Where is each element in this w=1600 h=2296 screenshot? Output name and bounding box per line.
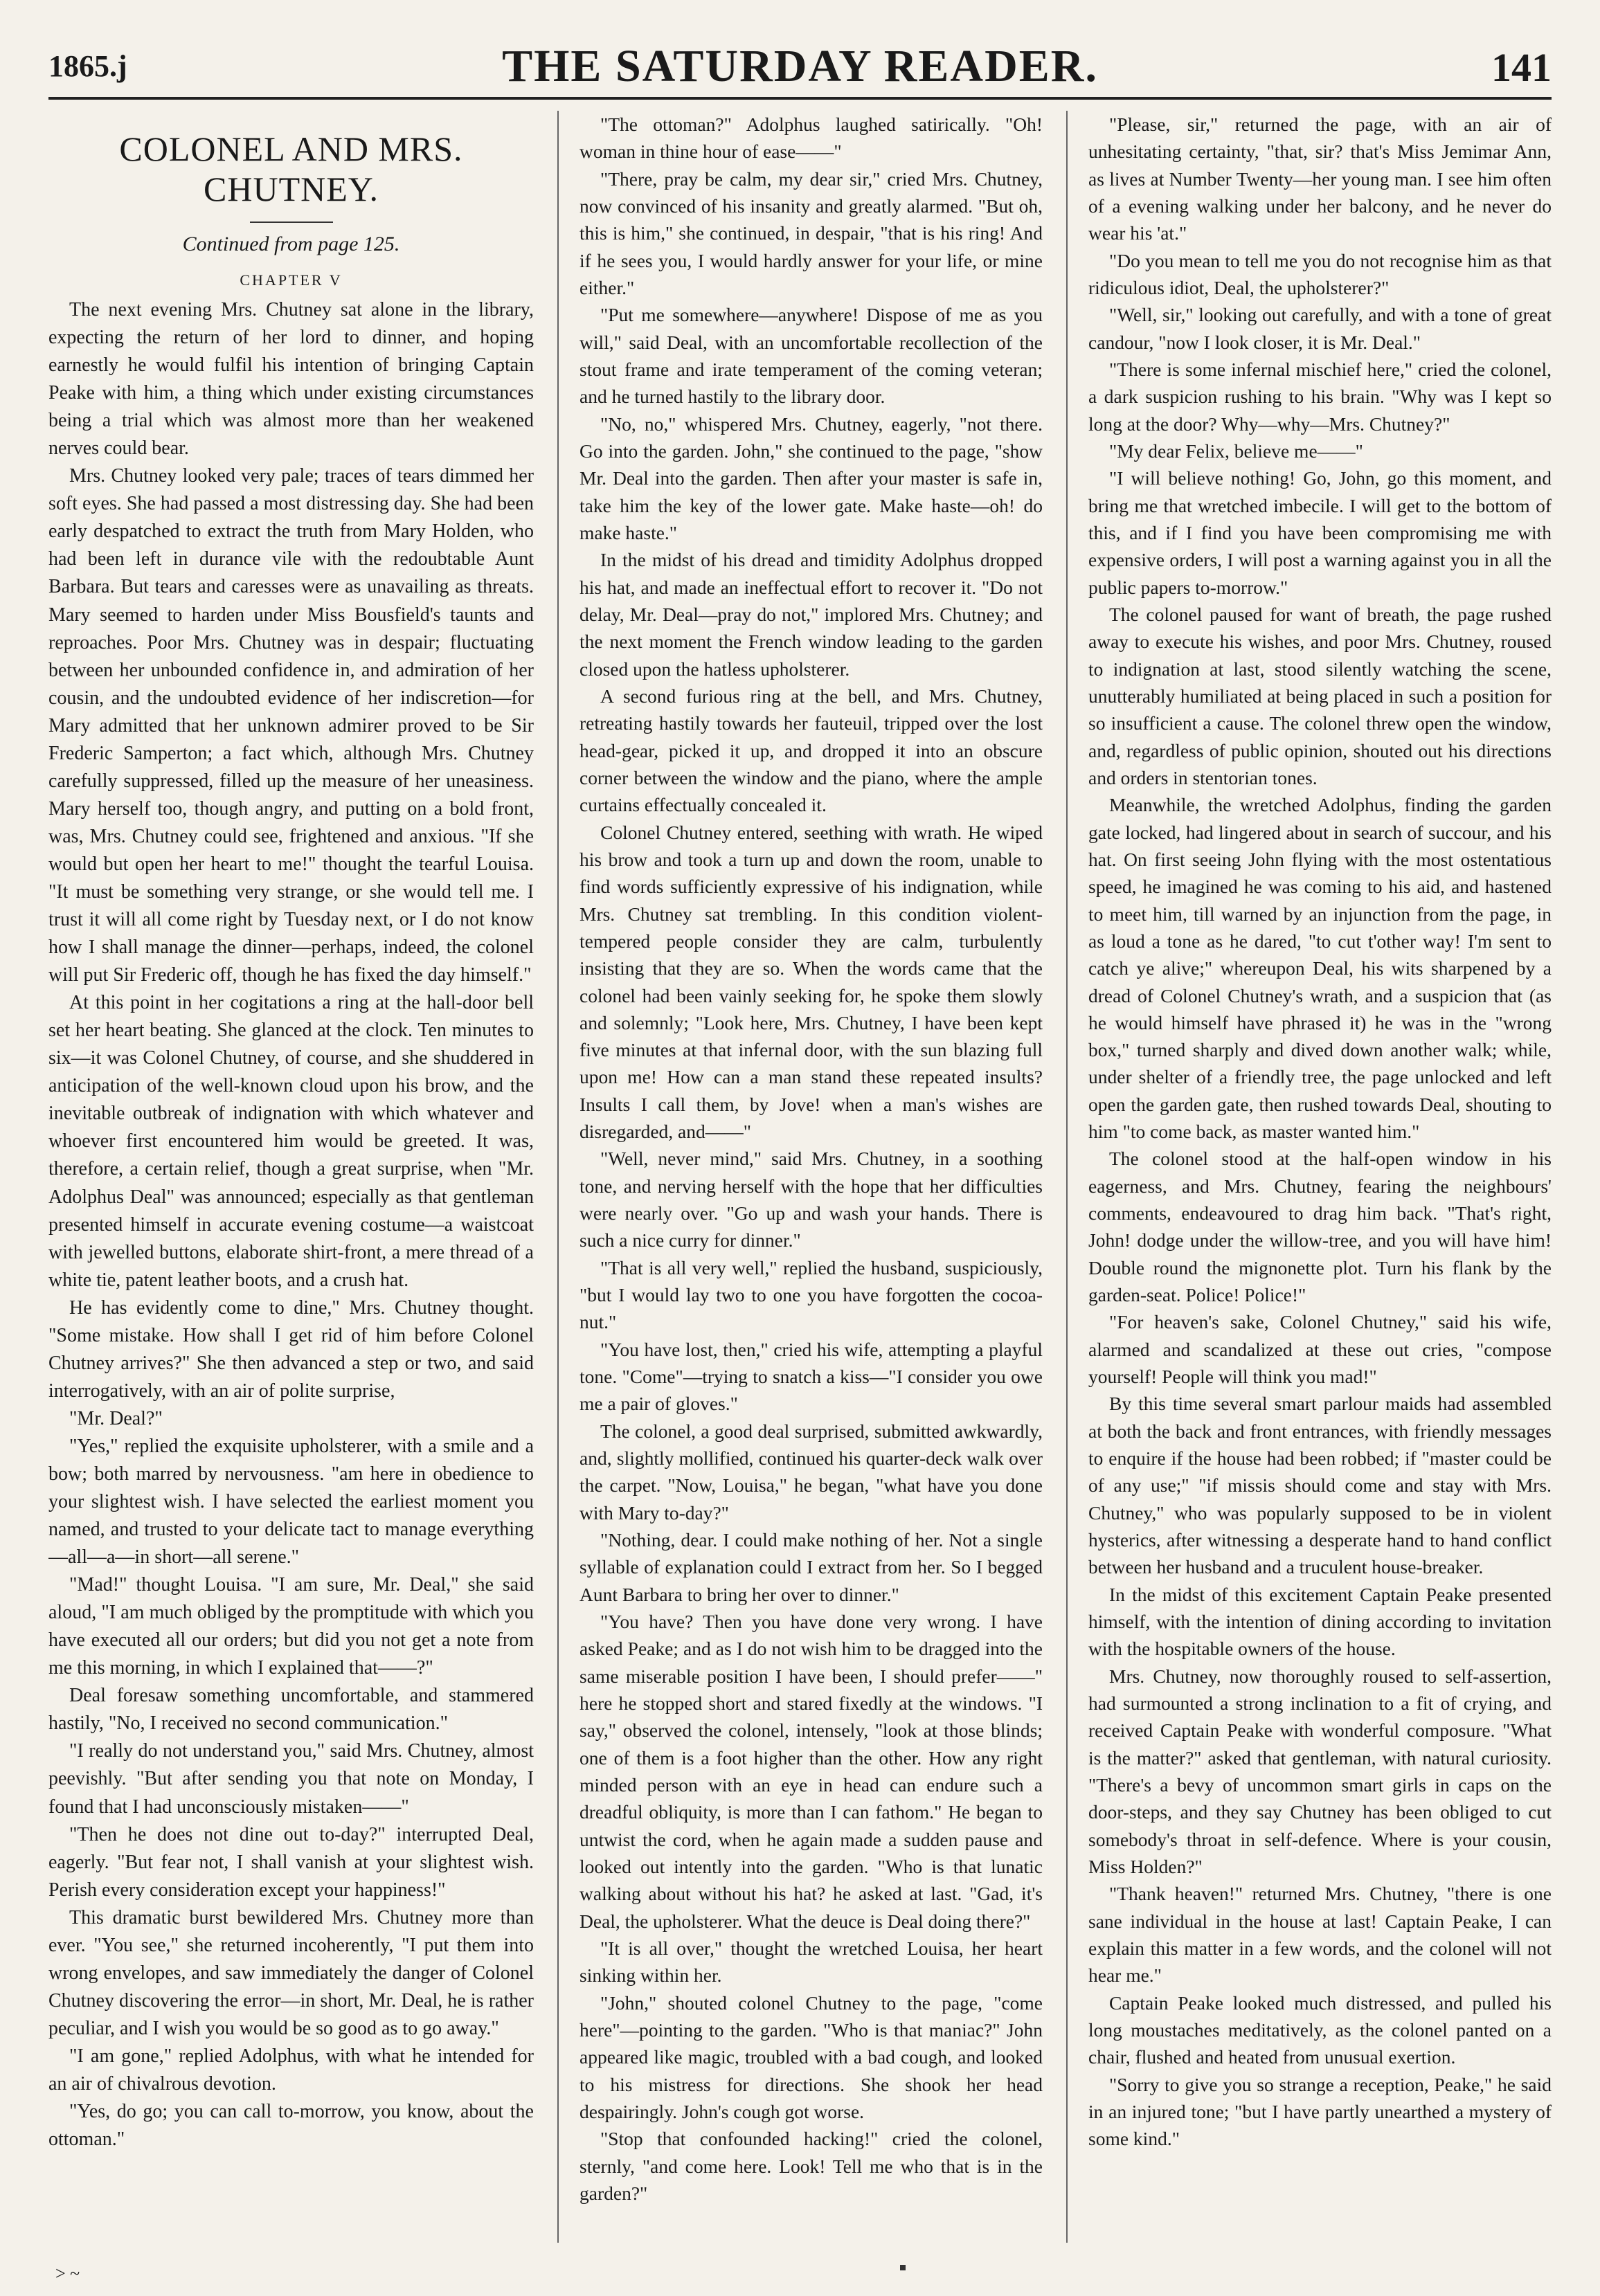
paragraph: "I am gone," replied Adolphus, with what he intended for an air of chivalrous devotion. [48, 2045, 534, 2095]
paragraph: In the midst of his dread and timidity Adolphus dropped his hat, and made an ineffectual effort to recover it. "Do not delay, Mr. Deal—pray do not," implored Mrs. Chutney; and the next moment the French window leading to the garden closed upon the hatless upholsterer. [579, 549, 1043, 680]
publication-title: THE SATURDAY READER. [502, 41, 1098, 91]
paragraph: "That is all very well," replied the husband, suspiciously, "but I would lay two to one you have forgotten the cocoa-nut." [579, 1256, 1043, 1333]
paragraph: Mrs. Chutney looked very pale; traces of tears dimmed her soft eyes. She had passed a most distressing day. She had been early despatched to extract the truth from Mary Holden, who had been left in durance vile with the redoubtable Aunt Barbara. But tears and caresses were as unavailing as threats. Mary seemed to harden under Miss Bousfield's taunts and reproaches. Poor Mrs. Chutney was in despair; fluctuating between her unbounded confidence in, and admiration of her cousin, and the undoubted evidence of her indiscretion—for Mary admitted that her unknown admirer proved to be Sir Frederic Samperton; a fact which, although Mrs. Chutney carefully suppressed, filled up the measure of her uneasiness. Mary herself too, though angry, and putting on a bold front, was, Mrs. Chutney could see, frightened and anxious. "If she would but open her heart to me!" thought the tearful Louisa. "It must be something very strange, or she would tell me. I trust it will all come right by Tuesday next, or I do not know how I shall manage the dinner—perhaps, indeed, the colonel will put Sir Frederic off, though he has fixed the day himself." [48, 465, 534, 986]
paragraph: "Yes, do go; you can call to-morrow, you know, about the ottoman." [48, 2101, 534, 2151]
paragraph: The colonel, a good deal surprised, submitted awkwardly, and, slightly mollified, continued his quarter-deck walk over the carpet. "Now, Louisa," he began, "what have you done with Mary to-day?" [579, 1420, 1043, 1524]
paragraph: "For heaven's sake, Colonel Chutney," said his wife, alarmed and scandalized at these out cries, "compose yourself! People will think you mad!" [1088, 1311, 1552, 1388]
paragraph: "There is some infernal mischief here," cried the colonel, a dark suspicion rushing to his brain. "Why was I kept so long at the door? Why—why—Mrs. Chutney?" [1088, 358, 1552, 435]
column-1 [48, 111, 534, 2243]
paragraph: In the midst of this excitement Captain Peake presented himself, with the intention of dining according to invitation with the hospitable owners of the house. [1088, 1583, 1552, 1660]
paragraph: "No, no," whispered Mrs. Chutney, eagerly, "not there. Go into the garden. John," she continued to the page, "show Mr. Deal into the garden. Then after your master is safe in, take him the key of the lower gate. Make haste—oh! do make haste." [579, 413, 1043, 543]
paragraph: By this time several smart parlour maids had assembled at both the back and front entrances, with friendly messages to enquire if the house had been robbed; if "master could be of any use;" "if missis should come and stay with Mrs. Chutney," who was popularly supposed to be in violent hysterics, after witnessing a desperate hand to hand conflict between her husband and a truculent house-breaker. [1088, 1393, 1552, 1578]
paragraph: "Nothing, dear. I could make nothing of her. Not a single syllable of explanation could I extract from her. So I begged Aunt Barbara to bring her over to dinner." [579, 1529, 1043, 1605]
paragraph: This dramatic burst bewildered Mrs. Chutney more than ever. "You see," she returned incoherently, "I put them into wrong envelopes, and saw immediately the danger of Colonel Chutney discovering the error—in short, Mr. Deal, he is rather peculiar, and I wish you would be so good as to go away." [48, 1906, 534, 2039]
paragraph: The colonel paused for want of breath, the page rushed away to execute his wishes, and poor Mrs. Chutney, roused to indignation at last, stood silently watching the scene, unutterably humiliated at being placed in such a position for so insufficient a cause. The colonel threw open the window, and, regardless of public opinion, shouted out his directions and orders in stentorian tones. [1088, 603, 1552, 788]
paragraph: "Mad!" thought Louisa. "I am sure, Mr. Deal," she said aloud, "I am much obliged by the promptitude with which you have executed all our orders; but did you not get a note from me this morning, in which I explained that——?" [48, 1574, 534, 1679]
paragraph: "Well, sir," looking out carefully, and with a tone of great candour, "now I look closer, it is Mr. Deal." [1088, 304, 1552, 353]
paragraph: "It is all over," thought the wretched Louisa, her heart sinking within her. [579, 1937, 1043, 1987]
paragraph: "Well, never mind," said Mrs. Chutney, in a soothing tone, and nerving herself with the hope that her difficulties were nearly over. "Go up and wash your hands. There is such a nice curry for dinner." [579, 1148, 1043, 1251]
paragraph: "Sorry to give you so strange a reception, Peake," he said in an injured tone; "but I have partly unearthed a mystery of some kind." [1088, 2073, 1552, 2150]
paragraph: "Thank heaven!" returned Mrs. Chutney, "there is one sane individual in the house at last! Captain Peake, I can explain this matter in a few words, and the colonel will not hear me." [1088, 1883, 1552, 1987]
paragraph: "Mr. Deal?" [69, 1407, 163, 1429]
paragraph: "You have lost, then," cried his wife, attempting a playful tone. "Come"—trying to snatch a kiss—"I consider you owe me a pair of gloves." [579, 1338, 1043, 1415]
paragraph: "John," shouted colonel Chutney to the page, "come here"—pointing to the garden. "Who is that maniac?" John appeared like magic, troubled with a bad cough, and looked to his mistress for directions. She shook her head despairingly. John's cough got worse. [579, 1991, 1043, 2122]
paragraph: "Do you mean to tell me you do not recognise him as that ridiculous idiot, Deal, the upholsterer?" [1088, 249, 1552, 298]
paragraph: "Then he does not dine out to-day?" interrupted Deal, eagerly. "But fear not, I shall vanish at your slightest wish. Perish every consideration except your happiness!" [48, 1823, 534, 1901]
paragraph: The next evening Mrs. Chutney sat alone in the library, expecting the return of her lord to dinner, and hoping earnestly he would fulfil his intention of bringing Captain Peake with him, a thing which under existing circumstances being a trial which was almost more than her weakened nerves could bear. [48, 299, 534, 460]
page-number: 141 [1491, 45, 1552, 90]
paragraph: "Put me somewhere—anywhere! Dispose of me as you will," said Deal, with an uncomfortable recollection of the stout frame and irate temperament of the coming veteran; and he turned hastily to the library door. [579, 304, 1043, 408]
paragraph: He has evidently come to dine," Mrs. Chutney thought. "Some mistake. How shall I get rid of him before Colonel Chutney arrives?" She then advanced a step or two, and said interrogatively, with an air of polite surprise, [48, 1296, 534, 1402]
paragraph: A second furious ring at the bell, and Mrs. Chutney, retreating hastily towards her fauteuil, tripped over the lost head-gear, picked it up, and dropped it into an obscure corner between the window and the piano, where the ample curtains effectually concealed it. [579, 685, 1043, 816]
paragraph: "I will believe nothing! Go, John, go this moment, and bring me that wretched imbecile. I will get to the bottom of this, and if I find you have been compromising me with expensive orders, I will post a warning against you in all the public papers to-morrow." [1088, 467, 1552, 598]
paragraph: "You have? Then you have done very wrong. I have asked Peake; and as I do not wish him to be dragged into the same miserable position I have been, I should prefer——" here he stopped short and stared fixedly at the windows. "I say," observed the colonel, intensely, "look at those blinds; one of them is a foot higher than the other. How any right minded person with an eye in head can endure such a dreadful obliquity, is more than I can fathom." He began to untwist the cord, when he again made a sudden pause and looked out intently into the garden. "Who is that lunatic walking about without his hat? he asked at last. "Gad, it's Deal, the upholsterer. What the deuce is Deal doing there?" [579, 1611, 1043, 1932]
masthead [48, 35, 1552, 100]
paragraph: "I really do not understand you," said Mrs. Chutney, almost peevishly. "But after sending you that note on Monday, I found that I had unconsciously mistaken——" [48, 1740, 534, 1818]
paragraph: "Please, sir," returned the page, with an air of unhesitating certainty, "that, sir? that's Miss Jemimar Ann, as lives at Number Twenty—her young man. I see him often of a evening walking under her balcony, and he never do wear his 'at." [1088, 114, 1552, 244]
paragraph: "Stop that confounded hacking!" cried the colonel, sternly, "and come here. Look! Tell me who that is in the garden?" [579, 2128, 1043, 2204]
column-3 [1066, 111, 1552, 2243]
paragraph: "Yes," replied the exquisite upholsterer, with a smile and a bow; both marred by nervousness. "am here in obedience to your slightest wish. I have selected the earliest moment you named, and trusted to your delicate tact to manage everything—all—a—in short—all serene." [48, 1435, 534, 1569]
paragraph: "My dear Felix, believe me——" [1109, 440, 1363, 462]
footer-dot [900, 2265, 906, 2270]
article-columns [48, 111, 1552, 2243]
paragraph: "There, pray be calm, my dear sir," cried Mrs. Chutney, now convinced of his insanity and greatly alarmed. "But oh, this is him," she continued, in despair, "that is his ring! And if he sees you, I would hardly answer for your life, or mine either." [579, 168, 1043, 298]
paragraph: Deal foresaw something uncomfortable, and stammered hastily, "No, I received no second communication." [48, 1685, 534, 1735]
paragraph: Meanwhile, the wretched Adolphus, finding the garden gate locked, had lingered about in search of succour, and his hat. On first seeing John flying with the most ostentatious speed, he imagined he was coming to his aid, and hastened to meet him, till warned by an injunction from the page, in as loud a tone as he dared, "to cut t'other way! I'm sent to catch ye alive;" whereupon Deal, his wits sharpened by a dread of Colonel Chutney's wrath, and a suspicion that (as he would himself have phrased it) he was in the "wrong box," turned sharply and dived down another walk; while, under shelter of a friendly tree, the page unlocked and left open the garden gate, then rushed towards Deal, shouting to him "to come back, as master wanted him." [1088, 794, 1552, 1143]
paragraph: At this point in her cogitations a ring at the hall-door bell set her heart beating. She glanced at the clock. Ten minutes to six—it was Colonel Chutney, of course, and she shuddered in anticipation of the well-known cloud upon his brow, and the inevitable outbreak of indignation with which whatever and whoever first encountered him would be greeted. It was, therefore, a certain relief, though a great surprise, when "Mr. Adolphus Deal" was announced; especially as that gentleman presented himself in accurate evening costume—a waistcoat with jewelled buttons, elaborate shirt-front, a mere thread of a white tie, patent leather boots, and a crush hat. [48, 992, 534, 1291]
paragraph: "The ottoman?" Adolphus laughed satirically. "Oh! woman in thine hour of ease——" [579, 114, 1043, 163]
chapter-heading: CHAPTER V [240, 271, 343, 289]
paragraph: Mrs. Chutney, now thoroughly roused to self-assertion, had surmounted a strong inclination to a fit of crying, and received Captain Peake with wonderful composure. "What is the matter?" asked that gentleman, with natural curiosity. "There's a bevy of uncommon smart girls in caps on the door-steps, and they say Chutney has been obliged to cut somebody's throat in self-defence. Where is your cousin, Miss Holden?" [1088, 1665, 1552, 1877]
footer-mark: > ~ [55, 2263, 80, 2284]
title-rule [250, 222, 333, 223]
continued-note: Continued from page 125. [182, 233, 400, 255]
issue-year: 1865.j [48, 49, 127, 83]
paragraph: Colonel Chutney entered, seething with wrath. He wiped his brow and took a turn up and down the room, unable to find words sufficiently expressive of his indignation, while Mrs. Chutney sat trembling. In this condition violent-tempered people consider they are calm, turbulently insisting that they are so. When the words came that the colonel had been vainly seeking for, he spoke them slowly and solemnly; "Look here, Mrs. Chutney, I have been kept five minutes at that infernal door, with the sun blazing full upon me! How can a man stand these repeated insults? Insults I call them, by Jove! when a man's wishes are disregarded, and——" [579, 821, 1043, 1143]
story-title: COLONEL AND MRS. CHUTNEY. [119, 129, 463, 208]
paragraph: The colonel stood at the half-open window in his eagerness, and Mrs. Chutney, fearing the neighbours' comments, endeavoured to drag him back. "That's right, John! dodge under the willow-tree, and you will have him! Double round the mignonette plot. Turn his flank by the garden-seat. Police! Police!" [1088, 1148, 1552, 1306]
paragraph: Captain Peake looked much distressed, and pulled his long moustaches meditatively, as the colonel panted on a chair, flushed and heated from unusual exertion. [1088, 1991, 1552, 2068]
column-2 [557, 111, 1043, 2243]
